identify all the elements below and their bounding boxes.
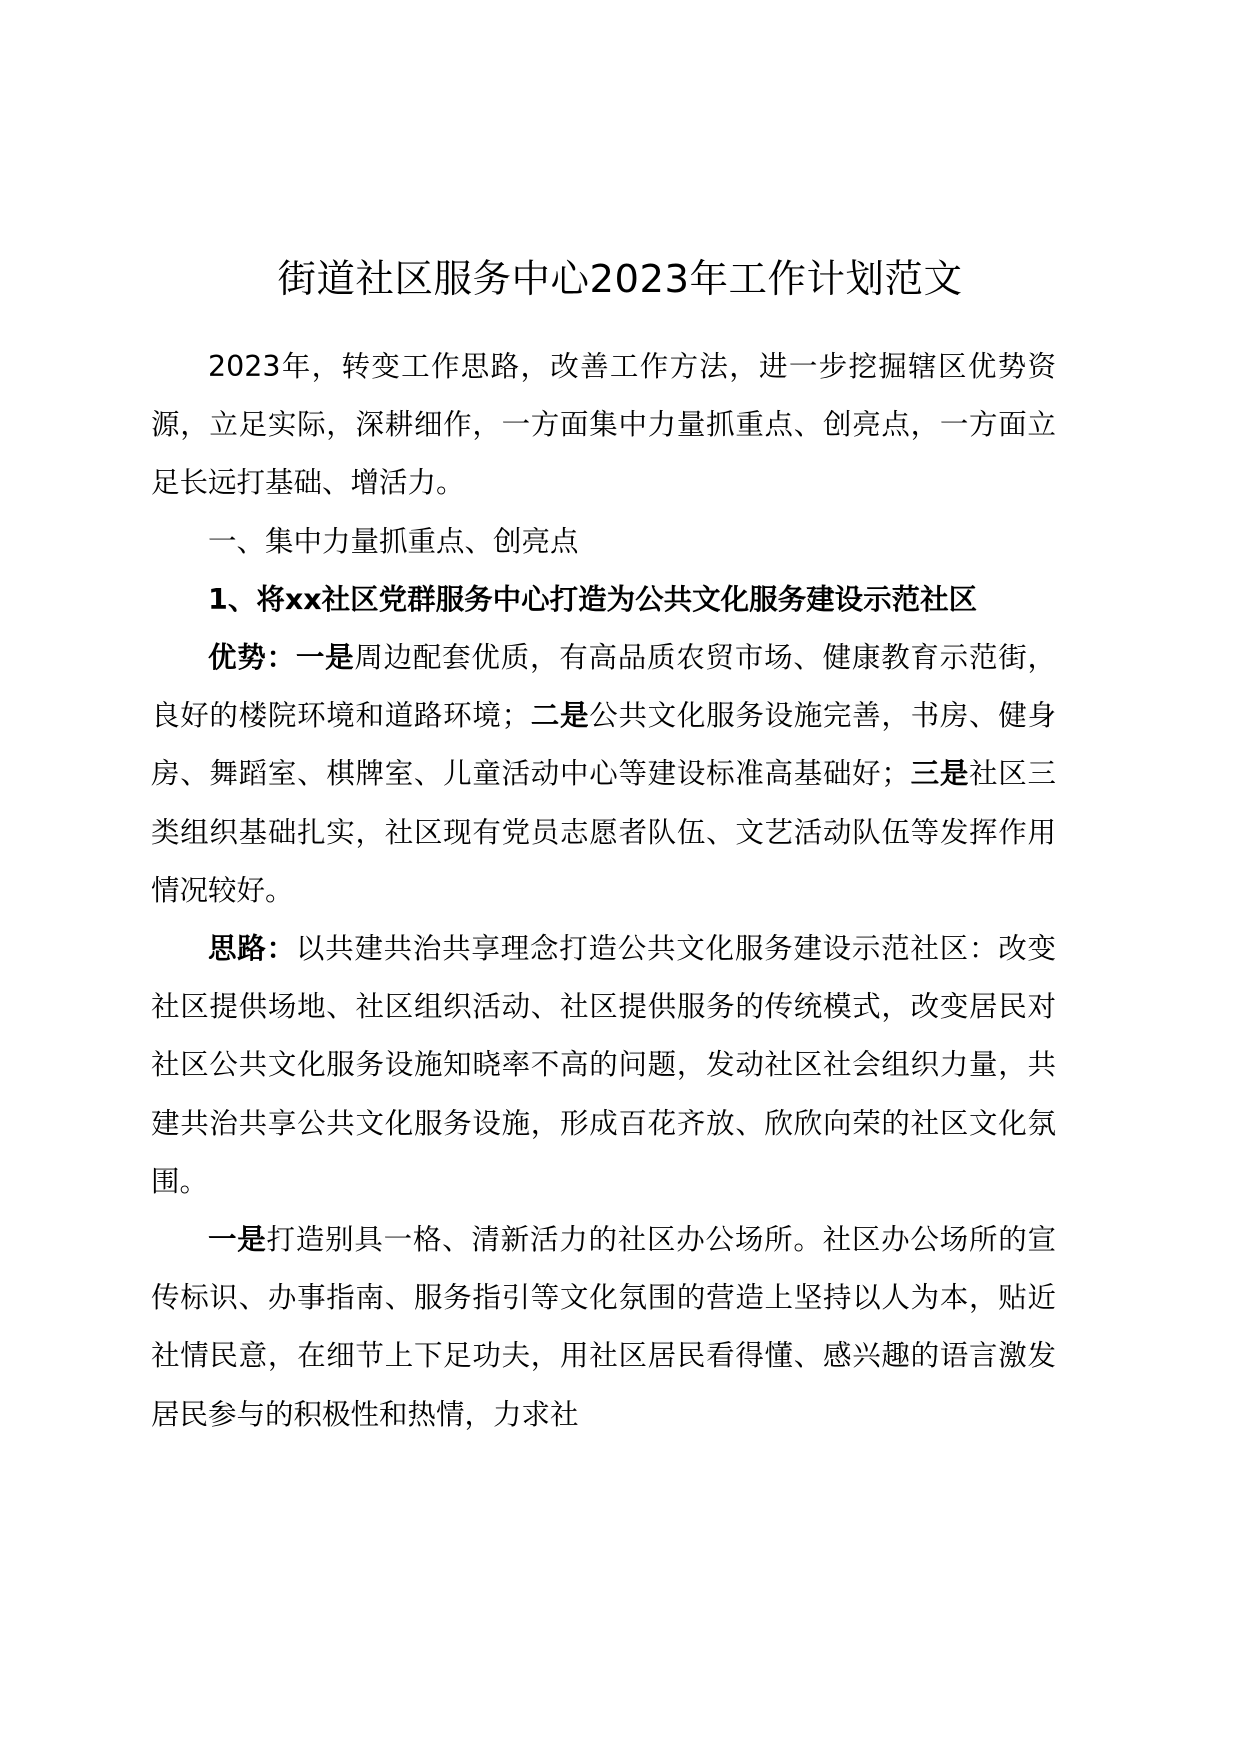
advantage-point-1-text: 周边配套优质，有高品质农贸市场、健康教育示范街，良好的楼院环境和道路环境； [151,641,1056,733]
subsection-heading: 1、将xx社区党群服务中心打造为公共文化服务建设示范社区 [208,582,978,616]
document-body [151,338,1056,1444]
advantage-point-2-label: 二是 [530,699,590,733]
approach-text: 以共建共治共享理念打造公共文化服务建设示范社区：改变社区提供场地、社区组织活动、社区提供服务的传统模式，改变居民对社区公共文化服务设施知晓率不高的问题，发动社区社会组织力量，共建共治共享公共文化服务设施，形成百花齐放、欣欣向荣的社区文化氛围。 [151,932,1056,1198]
intro-paragraph: 2023年，转变工作思路，改善工作方法，进一步挖掘辖区优势资源，立足实际，深耕细作，一方面集中力量抓重点、创亮点，一方面立足长远打基础、增活力。 [151,350,1056,500]
measure-1-text: 打造别具一格、清新活力的社区办公场所。社区办公场所的宣传标识、办事指南、服务指引等文化氛围的营造上坚持以人为本，贴近社情民意，在细节上下足功夫，用社区居民看得懂、感兴趣的语言激发居民参与的积极性和热情，力求社 [151,1223,1056,1431]
advantage-point-1-label: 一是 [295,641,355,675]
approach-label: 思路： [208,932,296,966]
approach-paragraph [151,920,1056,1211]
advantage-point-3-label: 三是 [909,757,970,791]
measure-1-paragraph [151,1211,1056,1444]
section-heading: 一、集中力量抓重点、创亮点 [208,524,579,558]
advantage-point-2-text: 公共文化服务设施完善，书房、健身房、舞蹈室、棋牌室、儿童活动中心等建设标准高基础好； [151,699,1056,791]
advantages-paragraph [151,629,1056,920]
advantages-label: 优势： [208,641,296,675]
measure-1-label: 一是 [208,1223,267,1257]
advantage-point-3-text: 社区三类组织基础扎实，社区现有党员志愿者队伍、文艺活动队伍等发挥作用情况较好。 [151,757,1056,907]
document-title: 街道社区服务中心2023年工作计划范文 [277,257,963,302]
